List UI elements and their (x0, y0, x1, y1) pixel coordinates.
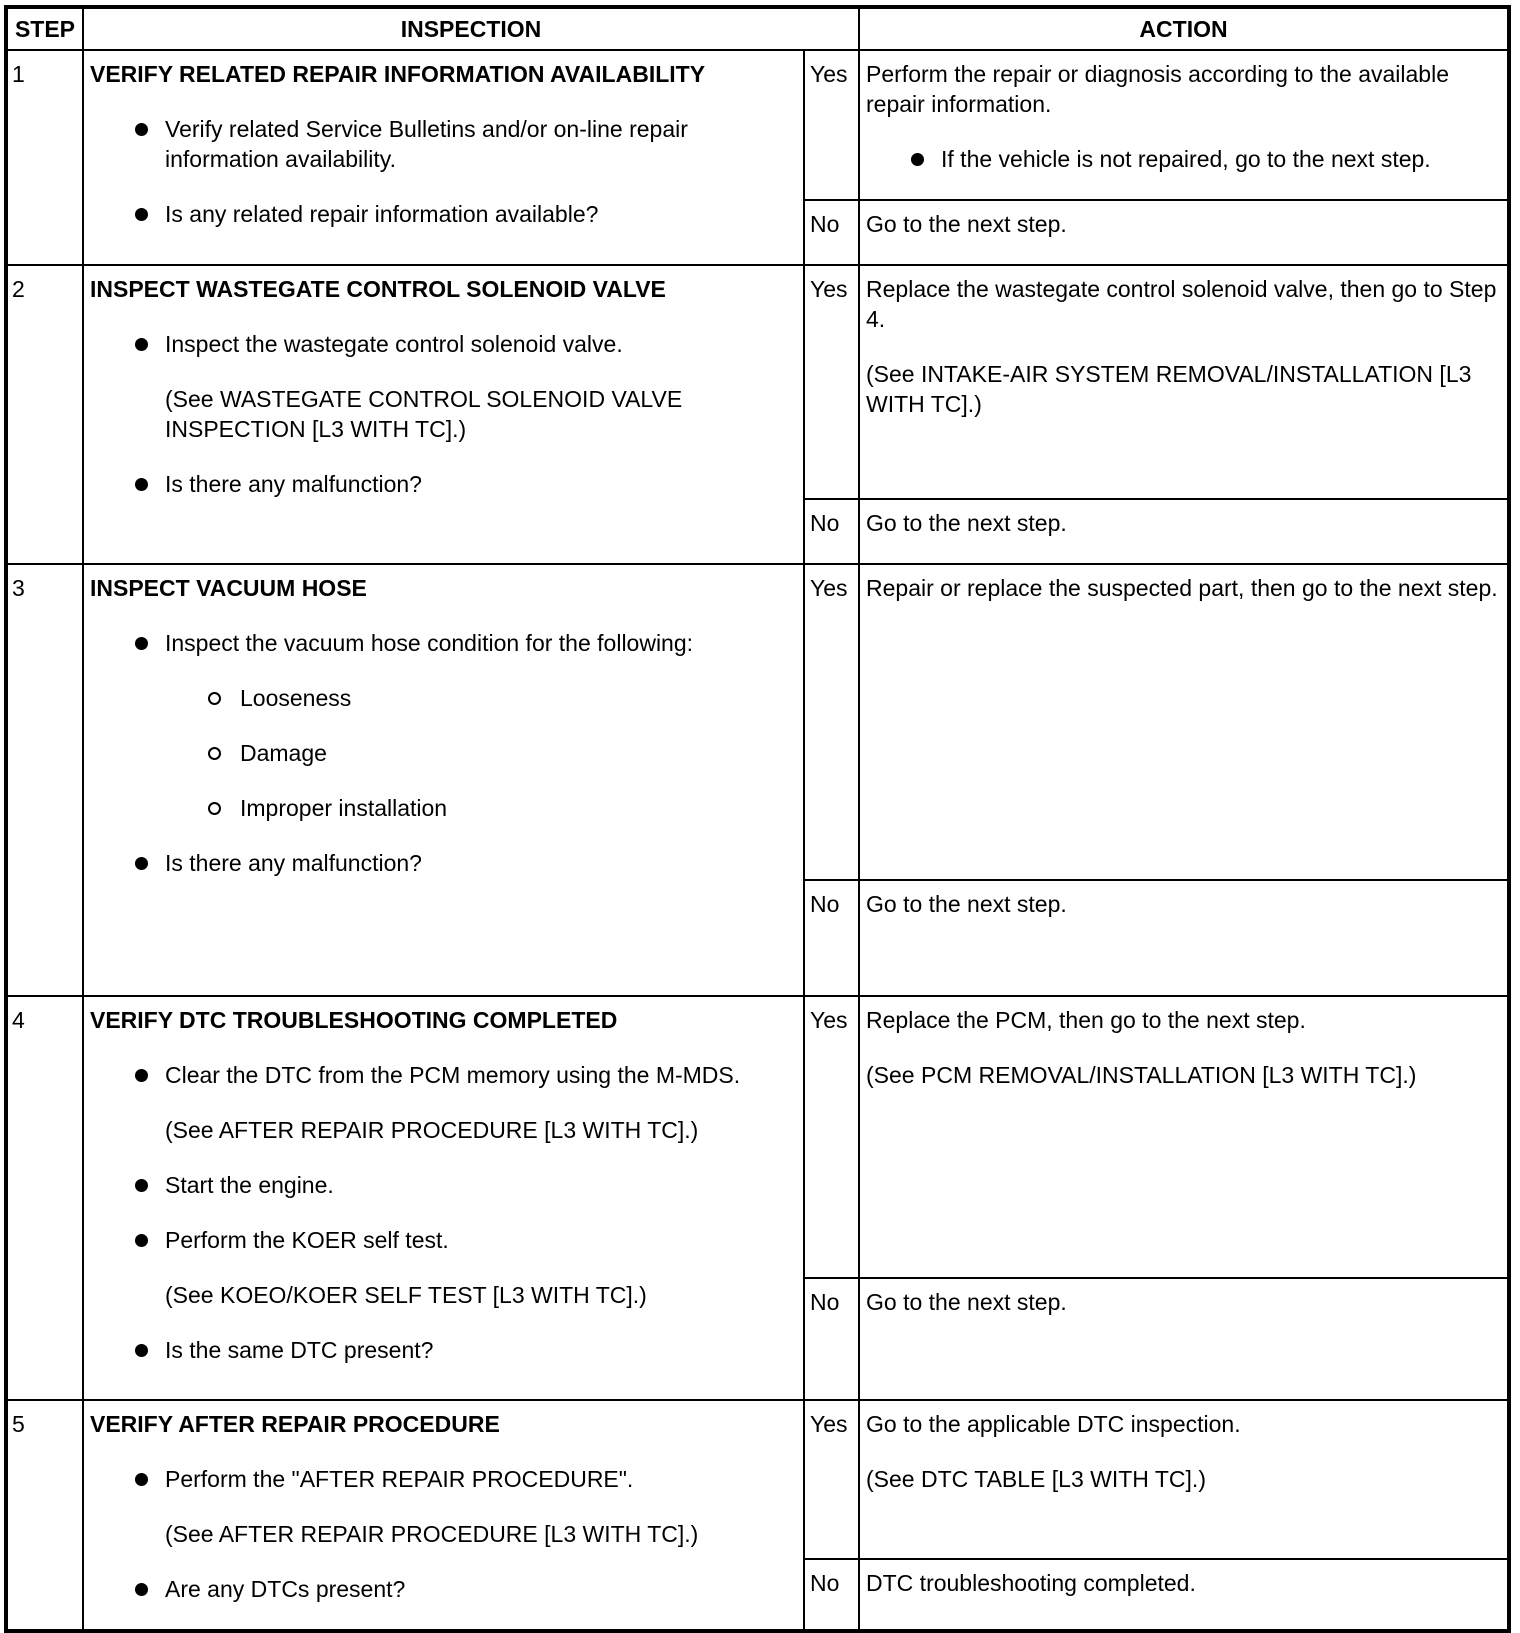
list-item (90, 329, 795, 359)
sub-item-text: Improper installation (240, 795, 448, 821)
inspection-cell (83, 996, 804, 1400)
bullet-icon (135, 637, 148, 650)
action-text: DTC troubleshooting completed. (866, 1569, 1196, 1596)
no-label: No (804, 499, 859, 564)
header-inspection: INSPECTION (83, 7, 859, 50)
step-title: INSPECT VACUUM HOSE (90, 575, 367, 601)
step-title: VERIFY DTC TROUBLESHOOTING COMPLETED (90, 1007, 618, 1033)
list-item (90, 1060, 795, 1090)
list-item (90, 1170, 795, 1200)
list-item (90, 1335, 795, 1365)
table-header-row (6, 7, 1509, 50)
bullet-icon (135, 478, 148, 491)
bullet-icon (135, 1179, 148, 1192)
circle-bullet-icon (208, 747, 221, 760)
action-text: (See INTAKE-AIR SYSTEM REMOVAL/INSTALLATION [L3 WITH TC].) (866, 361, 1472, 417)
no-label: No (804, 200, 859, 265)
action-text: Go to the next step. (866, 891, 1067, 917)
step-number: 1 (6, 50, 83, 265)
action-text: Go to the next step. (866, 510, 1067, 536)
action-text: Go to the next step. (866, 211, 1067, 237)
action-text: (See DTC TABLE [L3 WITH TC].) (866, 1466, 1206, 1492)
item-text: Is any related repair information available? (165, 201, 599, 227)
sub-item-text: Looseness (240, 685, 352, 711)
step-title: INSPECT WASTEGATE CONTROL SOLENOID VALVE (90, 276, 666, 302)
inspection-cell (83, 265, 804, 564)
list-item (90, 199, 795, 229)
list-item (90, 114, 795, 174)
no-label: No (804, 1559, 859, 1631)
no-action-cell (859, 880, 1509, 996)
yes-action-cell (859, 996, 1509, 1278)
no-label: No (804, 1278, 859, 1400)
step-title: VERIFY AFTER REPAIR PROCEDURE (90, 1411, 500, 1437)
action-text: Perform the repair or diagnosis according to the available repair information. (866, 61, 1450, 117)
action-list-item (866, 144, 1501, 174)
sub-list-item (90, 683, 795, 713)
sub-list-item (90, 738, 795, 768)
table-row (6, 996, 1509, 1278)
list-item (90, 1464, 795, 1494)
item-text: (See WASTEGATE CONTROL SOLENOID VALVE INSPECTION [L3 WITH TC].) (165, 386, 683, 442)
yes-action-cell (859, 1400, 1509, 1559)
step-number: 5 (6, 1400, 83, 1631)
item-text: Perform the "AFTER REPAIR PROCEDURE". (165, 1466, 634, 1492)
circle-bullet-icon (208, 802, 221, 815)
item-text: Verify related Service Bulletins and/or on-line repair information availability. (165, 116, 688, 172)
header-action: ACTION (859, 7, 1509, 50)
action-text: Replace the wastegate control solenoid valve, then go to Step 4. (866, 276, 1497, 332)
item-text: Is there any malfunction? (165, 850, 422, 876)
bullet-icon (135, 1473, 148, 1486)
bullet-icon (135, 123, 148, 136)
item-text: Inspect the wastegate control solenoid valve. (165, 331, 623, 357)
step-number: 2 (6, 265, 83, 564)
item-text: Inspect the vacuum hose condition for the following: (165, 630, 694, 656)
bullet-icon (135, 338, 148, 351)
no-action-cell (859, 499, 1509, 564)
action-text: Repair or replace the suspected part, then go to the next step. (866, 575, 1498, 601)
step-number: 4 (6, 996, 83, 1400)
inspection-cell (83, 564, 804, 996)
no-action-cell (859, 1559, 1509, 1631)
yes-label: Yes (804, 50, 859, 200)
yes-label: Yes (804, 1400, 859, 1559)
bullet-icon (135, 1234, 148, 1247)
yes-action-cell (859, 265, 1509, 499)
step-number: 3 (6, 564, 83, 996)
yes-label: Yes (804, 265, 859, 499)
circle-bullet-icon (208, 692, 221, 705)
step-title: VERIFY RELATED REPAIR INFORMATION AVAILABILITY (90, 61, 706, 87)
item-text: (See AFTER REPAIR PROCEDURE [L3 WITH TC].) (165, 1117, 699, 1143)
yes-action-cell (859, 50, 1509, 200)
table-row (6, 564, 1509, 880)
action-text: Go to the applicable DTC inspection. (866, 1411, 1241, 1437)
table-row (6, 265, 1509, 499)
sub-list-item (90, 793, 795, 823)
yes-label: Yes (804, 564, 859, 880)
reference-note (90, 384, 795, 444)
list-item (90, 1574, 795, 1604)
list-item (90, 628, 795, 658)
item-text: Is the same DTC present? (165, 1337, 434, 1363)
inspection-cell (83, 50, 804, 265)
item-text: Is there any malfunction? (165, 471, 422, 497)
item-text: (See AFTER REPAIR PROCEDURE [L3 WITH TC].) (165, 1521, 699, 1547)
bullet-icon (135, 208, 148, 221)
item-text: Clear the DTC from the PCM memory using the M-MDS. (165, 1062, 741, 1088)
yes-action-cell (859, 564, 1509, 880)
bullet-icon (135, 857, 148, 870)
reference-note (90, 1115, 795, 1145)
action-text: Replace the PCM, then go to the next step. (866, 1007, 1306, 1033)
no-action-cell (859, 1278, 1509, 1400)
sub-item-text: Damage (240, 740, 327, 766)
item-text: (See KOEO/KOER SELF TEST [L3 WITH TC].) (165, 1282, 647, 1308)
bullet-icon (135, 1583, 148, 1596)
no-action-cell (859, 200, 1509, 265)
diagnostic-procedure-table (4, 5, 1511, 1633)
table-row (6, 50, 1509, 200)
item-text: Are any DTCs present? (165, 1576, 406, 1602)
yes-label: Yes (804, 996, 859, 1278)
list-item (90, 1225, 795, 1255)
no-label: No (804, 880, 859, 996)
action-item-text: If the vehicle is not repaired, go to the next step. (941, 146, 1431, 172)
table-row (6, 1400, 1509, 1559)
table-body (6, 50, 1509, 1631)
bullet-icon (135, 1069, 148, 1082)
list-item (90, 469, 795, 499)
bullet-icon (135, 1344, 148, 1357)
action-text: Go to the next step. (866, 1289, 1067, 1315)
reference-note (90, 1280, 795, 1310)
item-text: Start the engine. (165, 1172, 334, 1198)
list-item (90, 848, 795, 878)
header-step: STEP (6, 7, 83, 50)
reference-note (90, 1519, 795, 1549)
inspection-cell (83, 1400, 804, 1631)
action-text: (See PCM REMOVAL/INSTALLATION [L3 WITH TC].) (866, 1062, 1417, 1088)
bullet-icon (911, 153, 924, 166)
item-text: Perform the KOER self test. (165, 1227, 449, 1253)
